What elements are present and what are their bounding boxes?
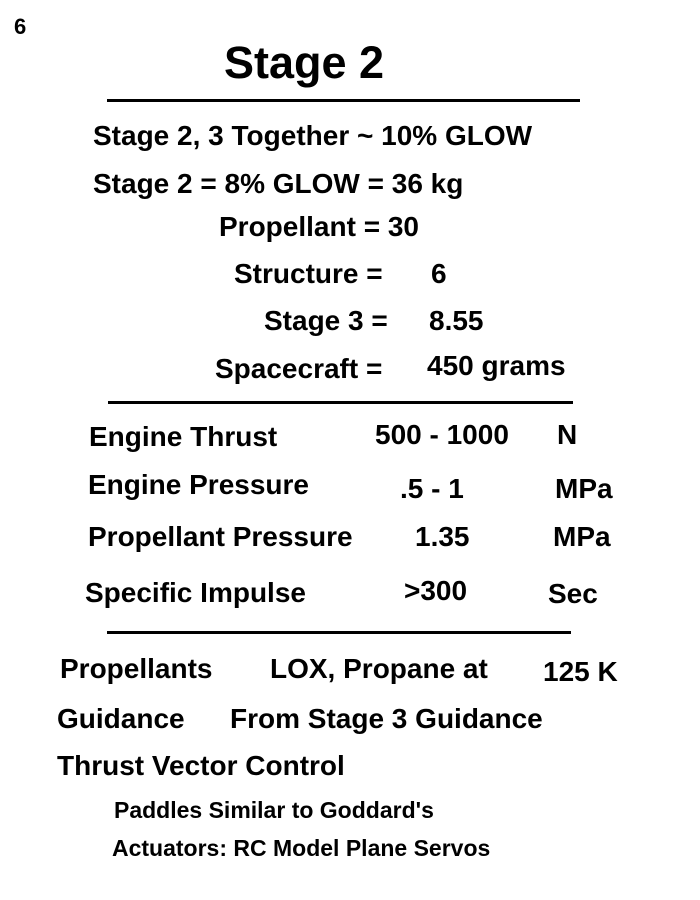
title-divider [107,99,580,102]
stage3-label: Stage 3 = [264,305,388,336]
tvc-item: Paddles Similar to Goddard's [114,797,434,823]
spacecraft-label: Spacecraft = [215,353,383,384]
propellant-mass: Propellant = 30 [219,211,419,242]
spec-value: 500 - 1000 [375,419,509,450]
guidance-label: Guidance [57,703,185,734]
structure-label: Structure = [234,258,383,289]
guidance-value: From Stage 3 Guidance [230,703,543,734]
page-number: 6 [14,14,27,39]
structure-value: 6 [431,258,447,289]
tvc-item: Actuators: RC Model Plane Servos [112,835,491,861]
spec-unit: N [557,419,578,450]
spec-unit: Sec [548,578,598,609]
mass-divider [108,401,573,404]
spec-label: Engine Thrust [89,421,278,452]
spec-label: Propellant Pressure [88,521,353,552]
propellants-temp: 125 K [543,656,618,687]
propellants-label: Propellants [60,653,213,684]
spec-label: Engine Pressure [88,469,309,500]
tvc-label: Thrust Vector Control [57,750,345,781]
spacecraft-value: 450 grams [427,350,566,381]
propellants-value: LOX, Propane at [270,653,488,684]
spec-unit: MPa [555,473,613,504]
mass-budget-line1: Stage 2, 3 Together ~ 10% GLOW [93,120,533,151]
specs-divider [107,631,571,634]
spec-unit: MPa [553,521,611,552]
spec-value: >300 [404,575,468,606]
spec-value: 1.35 [415,521,470,552]
page-title: Stage 2 [224,37,385,88]
spec-value: .5 - 1 [400,473,464,504]
stage3-value: 8.55 [429,305,484,336]
mass-budget-line2: Stage 2 = 8% GLOW = 36 kg [93,168,464,199]
spec-label: Specific Impulse [85,577,306,608]
